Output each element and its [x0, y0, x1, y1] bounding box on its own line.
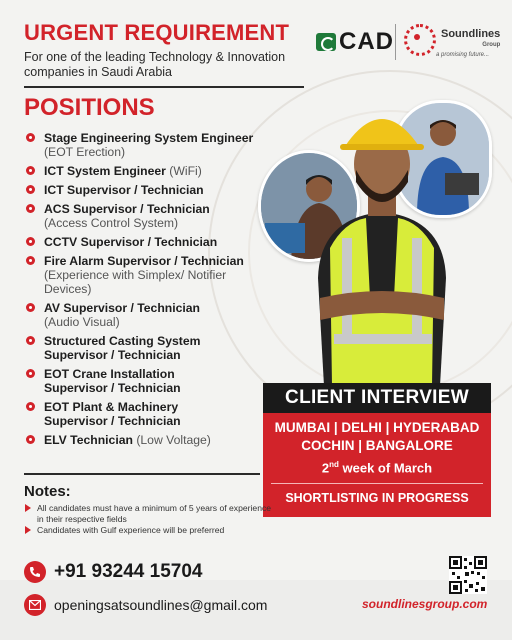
position-title: ICT System Engineer — [44, 164, 166, 178]
soundlines-logo-name-block — [441, 29, 500, 51]
interview-cities-line2: COCHIN | BANGALORE — [301, 438, 453, 453]
qr-code-icon[interactable] — [449, 556, 487, 594]
bullet-icon — [26, 256, 35, 265]
position-title: Structured Casting System Supervisor / Technician — [44, 334, 201, 362]
position-title: EOT Crane Installation Supervisor / Technician — [44, 367, 181, 395]
interview-cities — [263, 419, 491, 455]
position-note: (WiFi) — [165, 164, 202, 178]
website-link[interactable]: soundlinesgroup.com — [362, 597, 488, 611]
position-detail: (Access Control System) — [44, 216, 179, 230]
triangle-bullet-icon — [25, 526, 31, 534]
bullet-icon — [26, 336, 35, 345]
header-divider — [24, 86, 304, 88]
bullet-icon — [26, 402, 35, 411]
position-title: EOT Plant & Machinery Supervisor / Technician — [44, 400, 181, 428]
position-item — [26, 164, 296, 178]
position-item — [26, 183, 296, 197]
ccad-logo — [316, 28, 394, 56]
position-title: AV Supervisor / Technician — [44, 301, 200, 315]
interview-divider — [271, 483, 483, 484]
qr-code-pattern — [449, 556, 487, 594]
bullet-icon — [26, 166, 35, 175]
phone-number[interactable]: +91 93244 15704 — [54, 561, 203, 582]
position-title: ICT Supervisor / Technician — [44, 183, 204, 197]
shortlisting-status: SHORTLISTING IN PROGRESS — [285, 491, 469, 505]
position-title: CCTV Supervisor / Technician — [44, 235, 218, 249]
note-item — [24, 503, 274, 524]
positions-heading: POSITIONS — [24, 94, 155, 121]
position-title: Stage Engineering System Engineer — [44, 131, 254, 145]
bullet-icon — [26, 185, 35, 194]
position-title: Fire Alarm Supervisor / Technician — [44, 254, 244, 268]
logo-divider — [395, 24, 396, 60]
interview-cities-line1: MUMBAI | DELHI | HYDERABAD — [274, 420, 480, 435]
interview-date-text: week of March — [338, 460, 433, 476]
positions-divider — [24, 473, 260, 475]
bullet-icon — [26, 237, 35, 246]
position-detail: (EOT Erection) — [44, 145, 126, 159]
position-detail: (Audio Visual) — [44, 315, 120, 329]
interview-date-suffix: nd — [329, 460, 339, 469]
position-item — [26, 131, 296, 159]
bullet-icon — [26, 303, 35, 312]
position-item — [26, 433, 296, 447]
position-detail: (Experience with Simplex/ Notifier Devices) — [44, 268, 227, 296]
soundlines-logo-mark-icon — [404, 24, 436, 56]
phone-glyph — [29, 566, 41, 578]
safety-worker-photo — [304, 98, 460, 386]
bullet-icon — [26, 369, 35, 378]
email-glyph — [29, 600, 41, 610]
client-interview-box — [263, 383, 491, 517]
position-item — [26, 334, 234, 362]
soundlines-tagline: a promising future... — [436, 52, 490, 58]
bullet-icon — [26, 204, 35, 213]
notes-title: Notes: — [24, 483, 71, 500]
bullet-icon — [26, 133, 35, 142]
position-item — [26, 367, 219, 395]
note-text: Candidates with Gulf experience will be preferred — [37, 525, 225, 535]
position-title: ACS Supervisor / Technician — [44, 202, 210, 216]
email-contact[interactable] — [24, 594, 267, 616]
ccad-logo-text: CAD — [339, 28, 394, 55]
client-interview-heading: CLIENT INTERVIEW — [263, 383, 491, 413]
bullet-icon — [26, 435, 35, 444]
note-item — [24, 525, 274, 536]
page-title: URGENT REQUIREMENT — [24, 20, 290, 45]
notes-list — [24, 503, 274, 537]
interview-date — [263, 460, 491, 475]
triangle-bullet-icon — [25, 504, 31, 512]
phone-icon — [24, 561, 46, 583]
position-title: ELV Technician — [44, 433, 133, 447]
position-item — [26, 301, 296, 329]
interview-date-number: 2 — [321, 460, 330, 476]
position-note: (Low Voltage) — [132, 433, 211, 447]
safety-worker-illustration — [304, 98, 460, 386]
positions-list — [26, 131, 296, 447]
position-item — [26, 400, 219, 428]
position-item — [26, 254, 296, 296]
position-item — [26, 235, 296, 249]
position-item — [26, 202, 296, 230]
soundlines-logo-group: Group — [482, 42, 501, 48]
email-address[interactable]: openingsatsoundlines@gmail.com — [54, 597, 268, 613]
ccad-logo-mark-icon — [316, 33, 336, 51]
email-icon — [24, 594, 46, 616]
phone-contact[interactable] — [24, 561, 202, 583]
soundlines-logo-name: Soundlines — [441, 28, 501, 40]
note-text: All candidates must have a minimum of 5 years of experience in their respective fields — [37, 503, 272, 524]
page-subtitle: For one of the leading Technology & Innovation companies in Saudi Arabia — [24, 50, 286, 79]
